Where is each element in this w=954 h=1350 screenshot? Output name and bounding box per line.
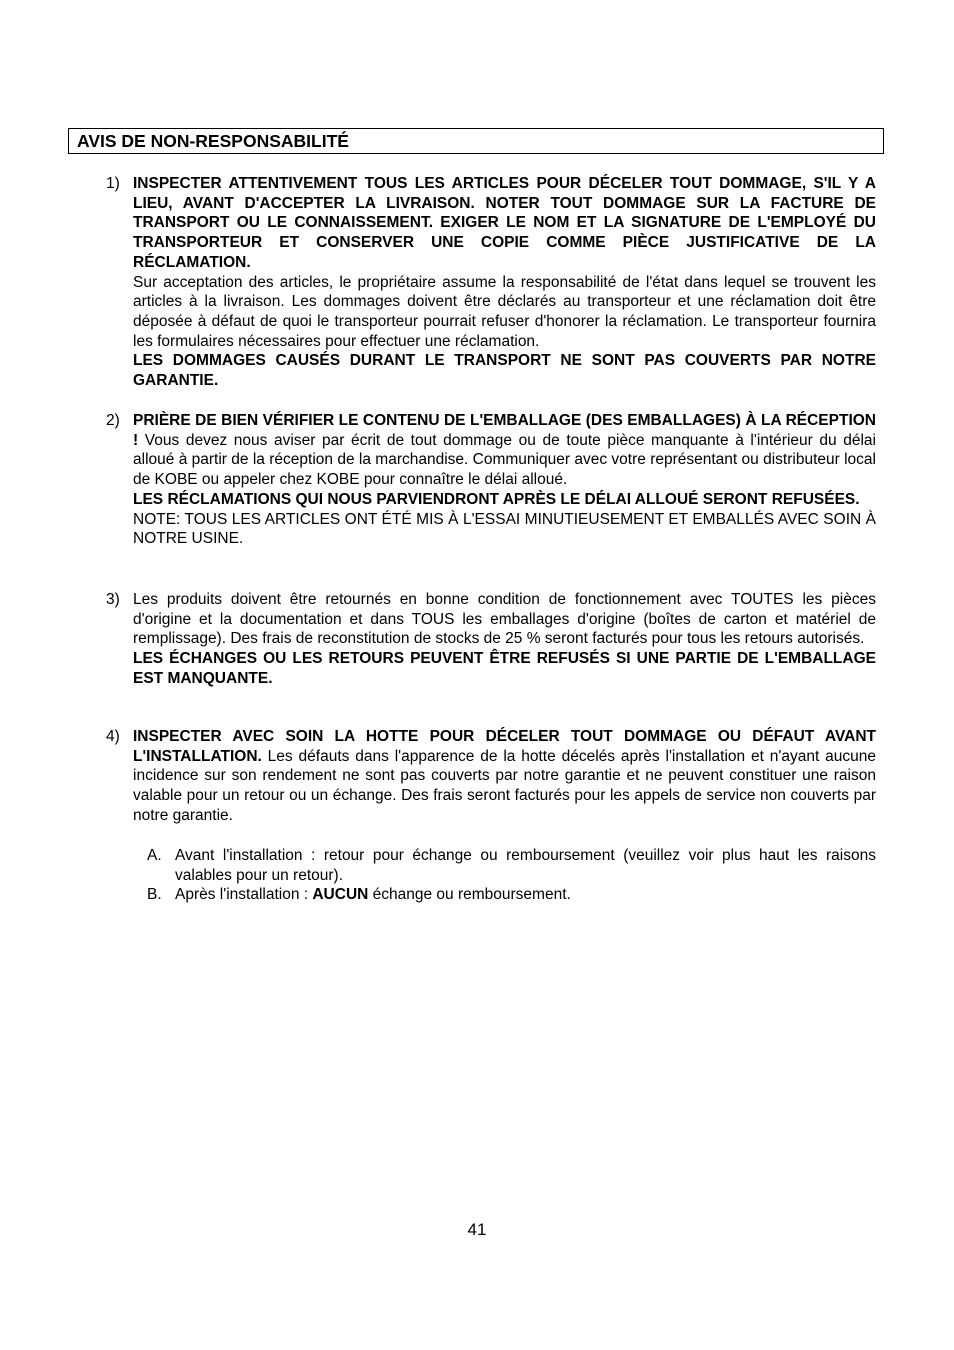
sub-item-text: Avant l'installation : retour pour échange ou remboursement (veuillez voir plus haut les raisons valables pour un retour). bbox=[175, 847, 876, 884]
item-number: 3) bbox=[106, 591, 120, 608]
list-item-2 bbox=[106, 411, 876, 549]
page-number: 41 bbox=[467, 1220, 487, 1239]
sub-item-b bbox=[147, 885, 876, 905]
list-item-4 bbox=[106, 727, 876, 826]
item-1-paragraph: Sur acceptation des articles, le propriétaire assume la responsabilité de l'état dans lequel se trouvent les articles à la livraison. Les dommages doivent être déclarés au transporteur et une réclamation doit être déposée à défaut de quoi le transporteur pourrait refuser d'honorer la réclamation. Le transporteur fournira les formulaires nécessaires pour effectuer une réclamation. bbox=[133, 273, 876, 350]
sub-item-text-before: Après l'installation : bbox=[175, 886, 313, 903]
item-2-text: Vous devez nous aviser par écrit de tout dommage ou de toute pièce manquante à l'intérieur du délai alloué à partir de la réception de la marchandise. Communiquer avec votre représentant ou distributeur local de KOBE ou appeler chez KOBE pour connaître le délai alloué. bbox=[133, 431, 876, 489]
item-number: 2) bbox=[106, 412, 120, 429]
item-1-bold-heading: INSPECTER ATTENTIVEMENT TOUS LES ARTICLES POUR DÉCELER TOUT DOMMAGE, S'IL Y A LIEU, AVANT D'ACCEPTER LA LIVRAISON. NOTER TOUT DOMMAGE SUR LA FACTURE DE TRANSPORT OU LE CONNAISSEMENT. EXIGER LE NOM ET LA SIGNATURE DE L'EMPLOYÉ DU TRANSPORTEUR ET CONSERVER UNE COPIE COMME PIÈCE JUSTIFICATIVE DE LA RÉCLAMATION. bbox=[133, 175, 876, 271]
sub-item-letter: B. bbox=[147, 886, 162, 903]
item-number: 4) bbox=[106, 728, 120, 745]
section-title-box bbox=[68, 128, 884, 154]
item-2-claims-note: LES RÉCLAMATIONS QUI NOUS PARVIENDRONT APRÈS LE DÉLAI ALLOUÉ SERONT REFUSÉES. bbox=[133, 490, 860, 508]
sub-item-text bbox=[175, 885, 876, 905]
item-1-warranty-note: LES DOMMAGES CAUSÉS DURANT LE TRANSPORT NE SONT PAS COUVERTS PAR NOTRE GARANTIE. bbox=[133, 352, 876, 390]
item-3-paragraph: Les produits doivent être retournés en bonne condition de fonctionnement avec TOUTES les pièces d'origine et la documentation et dans TOUS les emballages d'origine (boîtes de carton et matériel de remplissage). Des frais de reconstitution de stocks de 25 % seront facturés pour tous les retours autorisés. bbox=[133, 591, 876, 648]
item-2-bold-heading: PRIÈRE DE BIEN VÉRIFIER LE CONTENU DE L'EMBALLAGE (DES EMBALLAGES) À LA RÉCEPTION ! bbox=[133, 412, 876, 449]
item-number: 1) bbox=[106, 175, 120, 192]
item-4-paragraph bbox=[133, 727, 876, 826]
sub-item-a bbox=[147, 846, 876, 885]
sub-item-letter: A. bbox=[147, 847, 162, 864]
item-2-note: NOTE: TOUS LES ARTICLES ONT ÉTÉ MIS À L'ESSAI MINUTIEUSEMENT ET EMBALLÉS AVEC SOIN À NOTRE USINE. bbox=[133, 510, 876, 548]
list-item-1 bbox=[106, 174, 876, 391]
sub-item-text-bold: AUCUN bbox=[312, 886, 369, 903]
sub-item-text-after: échange ou remboursement. bbox=[368, 886, 571, 903]
list-item-3 bbox=[106, 590, 876, 689]
section-title: AVIS DE NON-RESPONSABILITÉ bbox=[77, 131, 349, 151]
item-4-bold-heading: INSPECTER AVEC SOIN LA HOTTE POUR DÉCELER TOUT DOMMAGE OU DÉFAUT AVANT L'INSTALLATION. bbox=[133, 728, 876, 765]
item-4-text: Les défauts dans l'apparence de la hotte décelés après l'installation et n'ayant aucune incidence sur son rendement ne sont pas couverts par notre garantie et ne peuvent constituer une raison valable pour un retour ou un échange. Des frais seront facturés pour les appels de service non couverts par notre garantie. bbox=[133, 747, 876, 824]
item-3-returns-note: LES ÉCHANGES OU LES RETOURS PEUVENT ÊTRE REFUSÉS SI UNE PARTIE DE L'EMBALLAGE EST MANQUANTE. bbox=[133, 650, 876, 687]
item-2-paragraph bbox=[133, 411, 876, 490]
